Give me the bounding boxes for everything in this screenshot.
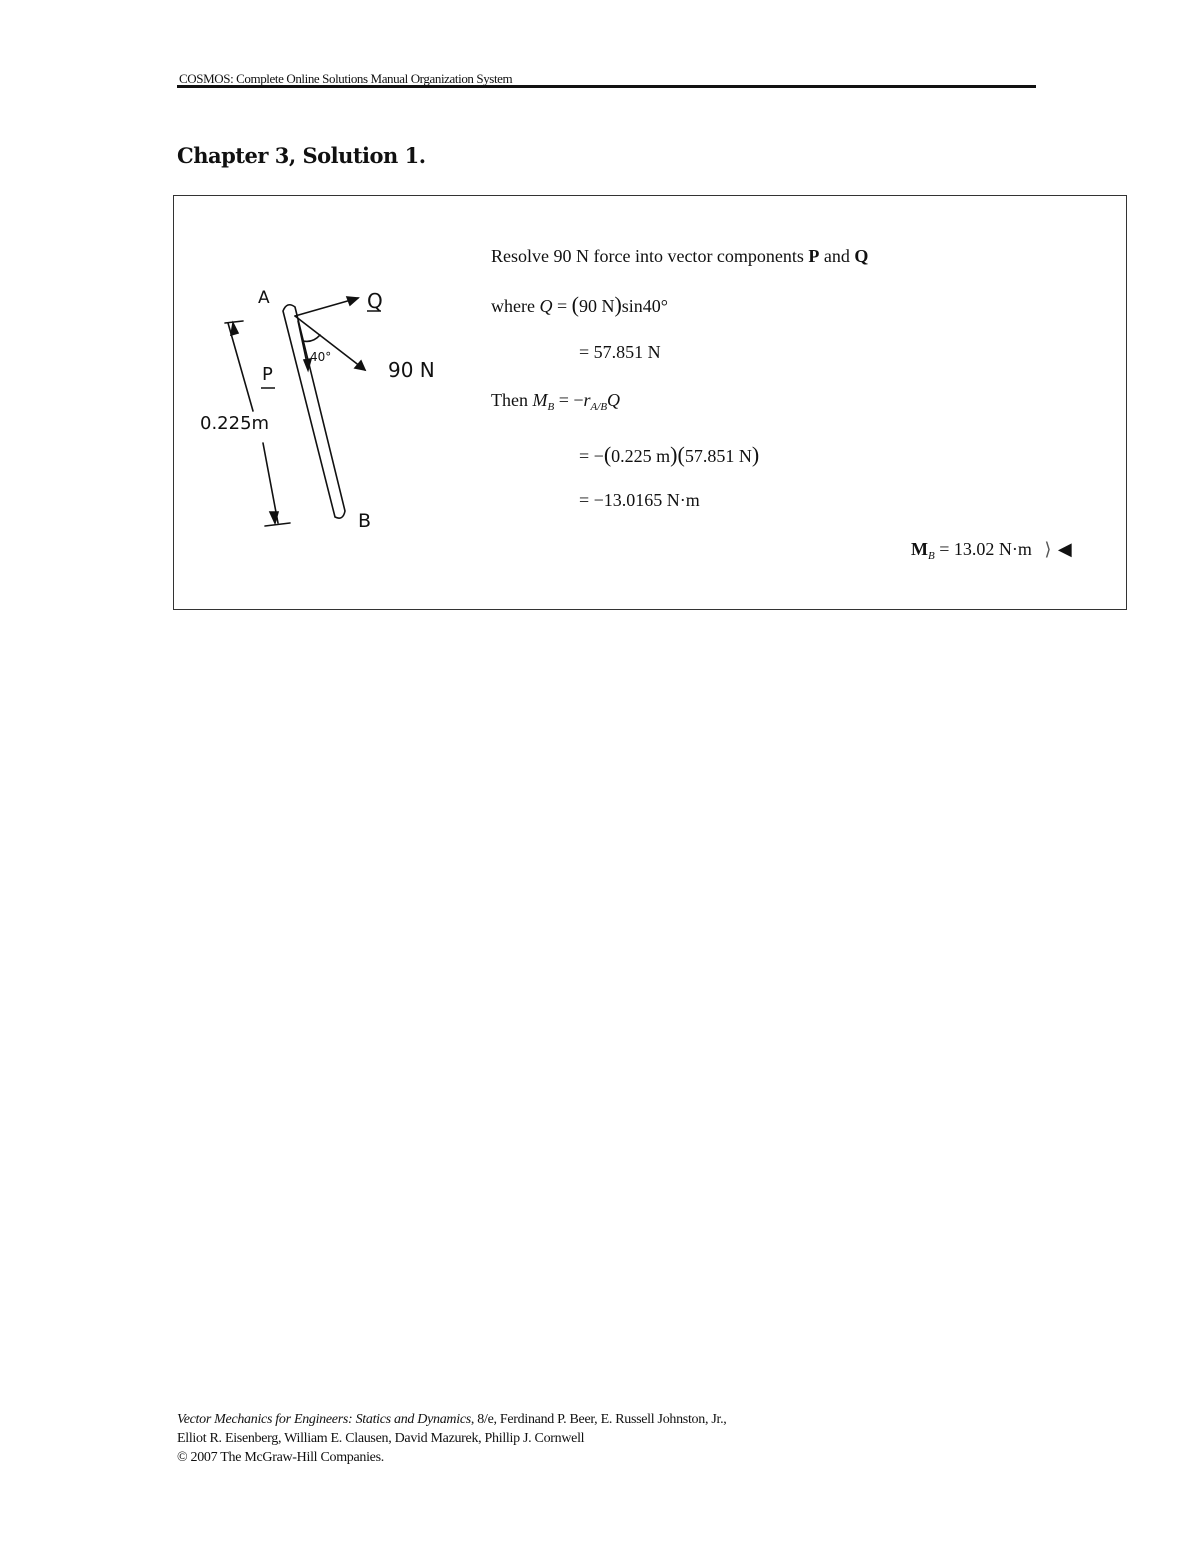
label-length: 0.225m — [200, 413, 270, 434]
footer-citation: Vector Mechanics for Engineers: Statics and Dynamics, 8/e, Ferdinand P. Beer, E. Russell Johnston, Jr., Elliot R. Eisenberg, William E. Clausen, David Mazurek, Phillip J. Cornwell © 2007 The McGraw-Hill Companies. — [177, 1412, 727, 1465]
chapter-title: Chapter 3, Solution 1. — [177, 143, 426, 168]
copyright: © 2007 The McGraw-Hill Companies. — [177, 1450, 384, 1465]
solution-line-4: Then $M_B = -r_{A/B}Q$ — [491, 390, 621, 413]
label-b: B — [358, 510, 372, 532]
clockwise-icon: ⟩ — [1044, 539, 1052, 559]
book-title: Vector Mechanics for Engineers: Statics and Dynamics — [177, 1412, 471, 1427]
final-answer: $M_B = 13.02$ N·m ⟩ ◀ — [911, 539, 1072, 562]
solution-line-3: = 57.851 N — [579, 342, 661, 362]
page-header — [177, 70, 1036, 88]
solution-line-6: = −13.0165 N·m — [579, 490, 700, 510]
label-a: A — [258, 288, 270, 308]
answer-marker-icon: ◀ — [1057, 539, 1072, 559]
label-angle: 40° — [310, 350, 332, 364]
force-diagram — [195, 283, 465, 533]
label-90n: 90 N — [388, 358, 435, 382]
solution-line-1: Resolve 90 N force into vector components P and Q — [491, 246, 869, 266]
solution-line-5: = −(0.225 m)(57.851 N) — [579, 442, 760, 467]
solution-line-2: where Q = (90 N)sin40° — [491, 292, 669, 317]
label-q: Q — [367, 289, 383, 313]
label-p: P — [262, 364, 273, 385]
header-title: COSMOS: Complete Online Solutions Manual Organization System — [179, 71, 513, 86]
